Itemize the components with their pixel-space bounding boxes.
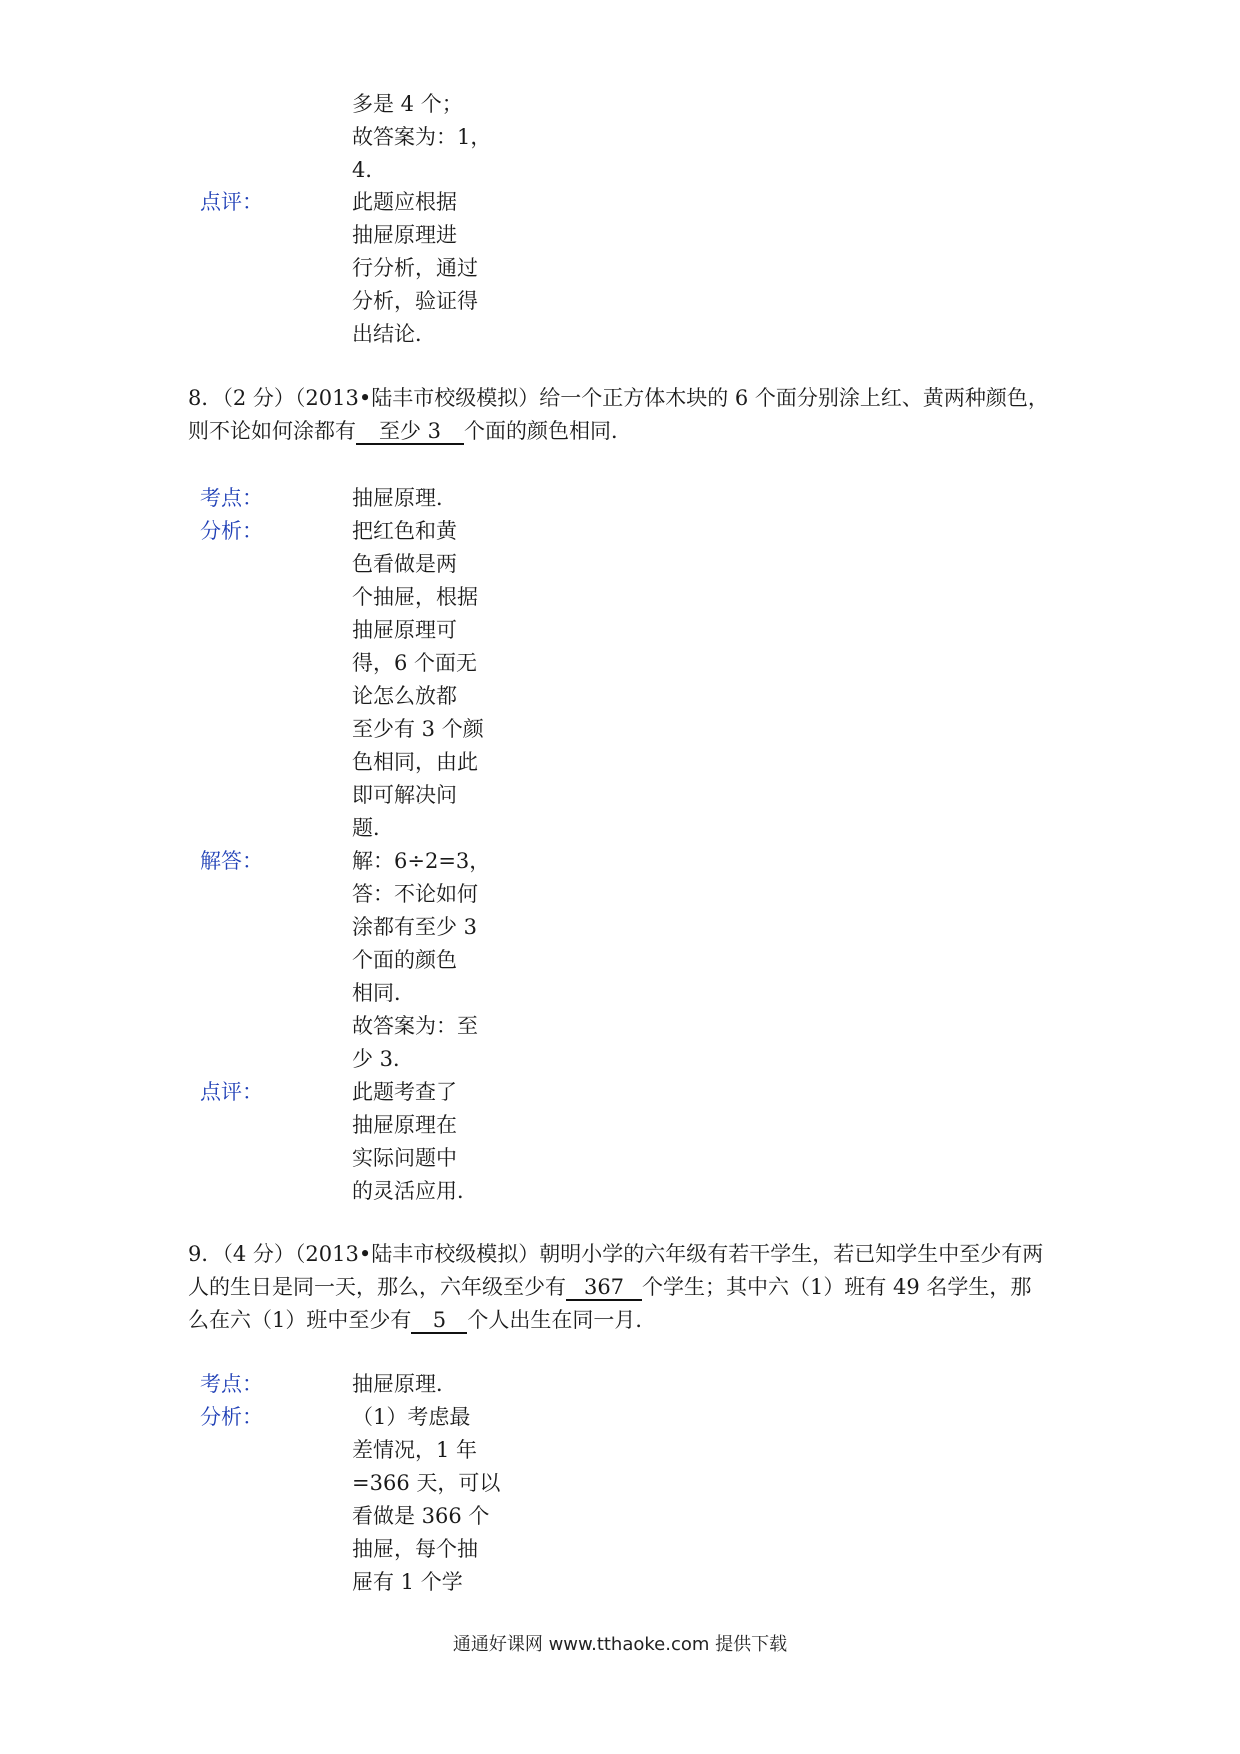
text-line: 4． xyxy=(352,158,387,182)
jieda-label: 解答： xyxy=(200,849,263,873)
text-line: 看做是 366 个 xyxy=(352,1504,490,1528)
text-line: 差情况，1 年 xyxy=(352,1438,478,1462)
answer-blank: 5 xyxy=(411,1308,467,1334)
question-9-text: 人的生日是同一天，那么，六年级至少有 xyxy=(188,1275,566,1299)
fenxi-label: 分析： xyxy=(200,1405,263,1429)
text-line: 抽屉原理在 xyxy=(352,1113,457,1137)
text-line: 抽屉原理进 xyxy=(352,223,457,247)
answer-blank: 367 xyxy=(566,1275,642,1301)
text-line: 少 3． xyxy=(352,1047,415,1071)
page-footer: 通通好课网 www.tthaoke.com 提供下载 xyxy=(452,1634,788,1655)
question-8-line-2 xyxy=(188,415,632,448)
question-9-line-3 xyxy=(188,1304,656,1337)
text-line: 故答案为：1， xyxy=(352,125,492,149)
question-9-text: 个人出生在同一月． xyxy=(467,1308,657,1332)
text-line: 论怎么放都 xyxy=(352,684,457,708)
answer-blank: 至少 3 xyxy=(356,419,464,445)
text-line: 色看做是两 xyxy=(352,552,457,576)
text-line: 分析，验证得 xyxy=(352,289,478,313)
text-line: 涂都有至少 3 xyxy=(352,915,478,939)
text-line: 得，6 个面无 xyxy=(352,651,478,675)
text-line: 解：6÷2=3， xyxy=(352,849,491,873)
text-line: =366 天，可以 xyxy=(352,1471,501,1495)
text-line: 出结论． xyxy=(352,322,436,346)
text-line: 答：不论如何 xyxy=(352,882,478,906)
text-line: 抽屉原理可 xyxy=(352,618,457,642)
text-line: 至少有 3 个颜 xyxy=(352,717,484,741)
question-9-text: 么在六（1）班中至少有 xyxy=(188,1308,412,1332)
question-8-line-1: 8．（2 分）（2013•陆丰市校级模拟）给一个正方体木块的 6 个面分别涂上红、黄两种颜色， xyxy=(188,386,1049,410)
text-line: 色相同，由此 xyxy=(352,750,478,774)
text-line: 屉有 1 个学 xyxy=(352,1570,463,1594)
text-line: 的灵活应用． xyxy=(352,1179,478,1203)
question-9-line-2 xyxy=(188,1271,1031,1304)
text-line: 把红色和黄 xyxy=(352,519,457,543)
text-line: 此题应根据 xyxy=(352,190,457,214)
dianping-label: 点评： xyxy=(200,1080,263,1104)
text-line: 题． xyxy=(352,816,394,840)
text-line: 个面的颜色 xyxy=(352,948,457,972)
text-line: 抽屉，每个抽 xyxy=(352,1537,478,1561)
question-8-text: 则不论如何涂都有 xyxy=(188,419,356,443)
comment-label: 点评： xyxy=(200,190,263,214)
kaodian-label: 考点： xyxy=(200,1372,263,1396)
kaodian-label: 考点： xyxy=(200,486,263,510)
text-line: 即可解决问 xyxy=(352,783,457,807)
fenxi-label: 分析： xyxy=(200,519,263,543)
text-line: 个抽屉，根据 xyxy=(352,585,478,609)
text-line: 抽屉原理． xyxy=(352,1372,457,1396)
question-8-text: 个面的颜色相同． xyxy=(464,419,632,443)
text-line: 抽屉原理． xyxy=(352,486,457,510)
text-line: 相同． xyxy=(352,981,415,1005)
text-line: （1）考虑最 xyxy=(352,1405,471,1429)
text-line: 实际问题中 xyxy=(352,1146,457,1170)
text-line: 此题考查了 xyxy=(352,1080,457,1104)
text-line: 行分析，通过 xyxy=(352,256,478,280)
question-9-line-1: 9．（4 分）（2013•陆丰市校级模拟）朝明小学的六年级有若干学生，若已知学生中至少有两 xyxy=(188,1242,1044,1266)
question-9-text: 个学生；其中六（1）班有 49 名学生，那 xyxy=(642,1275,1032,1299)
text-line: 故答案为：至 xyxy=(352,1014,478,1038)
text-line: 多是 4 个； xyxy=(352,92,463,116)
